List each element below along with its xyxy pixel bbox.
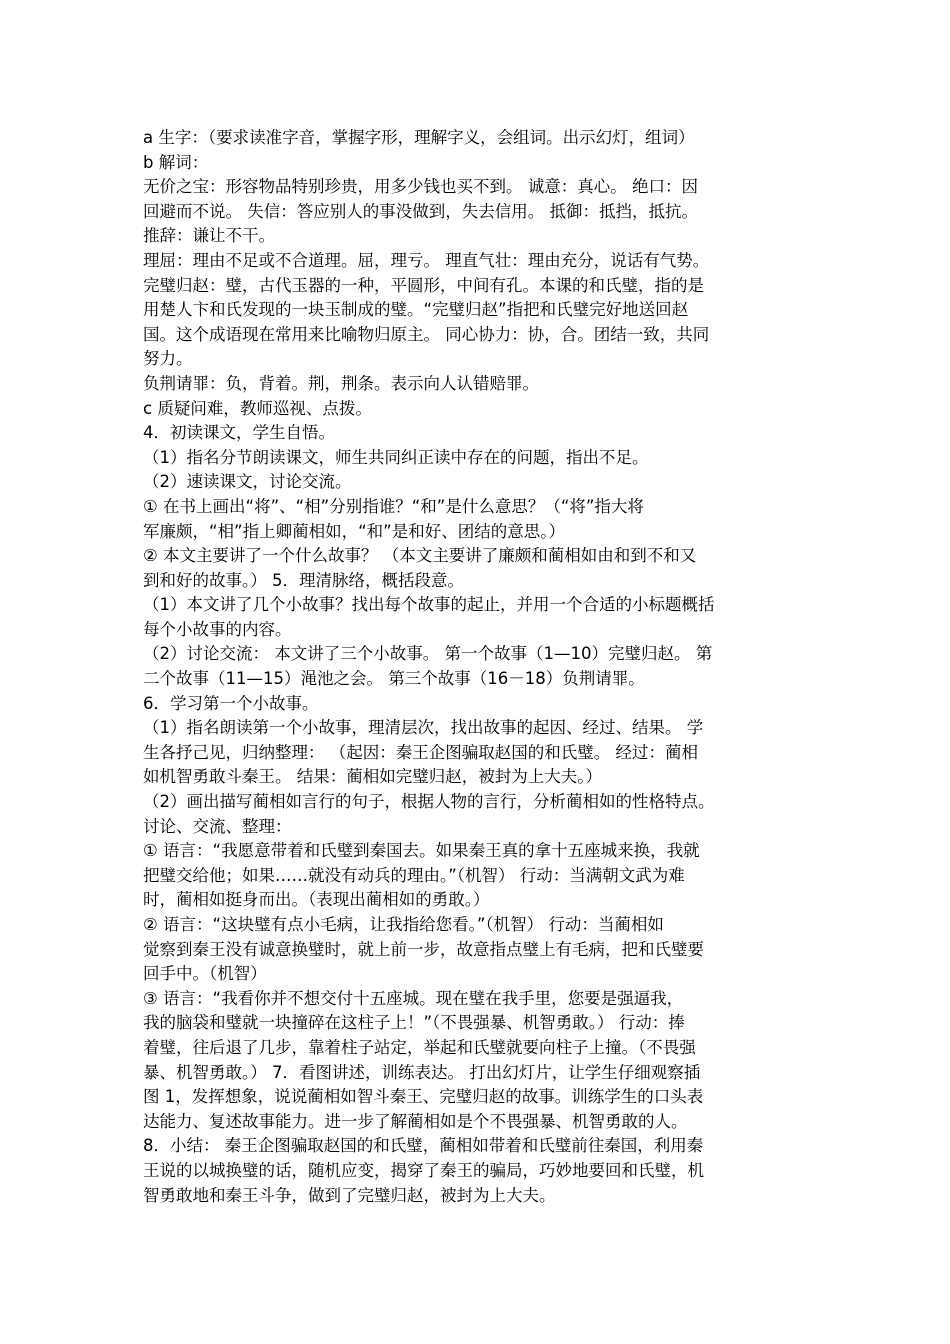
text-line: （2）画出描写蔺相如言行的句子，根据人物的言行，分析蔺相如的性格特点。 [143, 792, 715, 812]
text-line: ② 语言：“这块璧有点小毛病，让我指给您看。”（机智） 行动：当蔺相如 [143, 915, 664, 934]
text-line: 觉察到秦王没有诚意换璧时，就上前一步，故意指点璧上有毛病，把和氏璧要 [143, 939, 704, 959]
text-line: 回避而不说。 失信：答应别人的事没做到，失去信用。 抵御：抵挡，抵抗。 [143, 201, 698, 221]
text-line: 理屈：理由不足或不合道理。屈，理亏。 理直气壮：理由充分，说话有气势。 [143, 250, 710, 270]
text-line: 着璧，往后退了几步，靠着柱子站定，举起和氏璧就要向柱子上撞。（不畏强 [143, 1037, 696, 1057]
text-line: 把璧交给他；如果……就没有动兵的理由。”（机智） 行动：当满朝文武为难 [143, 865, 685, 885]
text-line: 用楚人卞和氏发现的一块玉制成的璧。“完璧归赵”指把和氏璧完好地送回赵 [143, 300, 689, 320]
text-line: 智勇敢地和秦王斗争，做到了完璧归赵，被封为上大夫。 [143, 1185, 556, 1205]
text-line: （1）指名分节朗读课文，师生共同纠正读中存在的问题，指出不足。 [143, 447, 649, 467]
text-line: 到和好的故事。） 5．理清脉络，概括段意。 [143, 570, 464, 590]
text-line: a 生字：（要求读准字音，掌握字形，理解字义，会组词。出示幻灯，组词） [143, 128, 695, 147]
text-line: b 解词： [143, 152, 209, 172]
text-line: 6．学习第一个小故事。 [143, 693, 319, 713]
text-line: 讨论、交流、整理： [143, 816, 292, 836]
text-line: 回手中。（机智） [143, 964, 267, 984]
text-line: ① 语言：“我愿意带着和氏璧到秦国去。如果秦王真的拿十五座城来换，我就 [143, 841, 700, 861]
document-body [143, 126, 811, 1208]
text-line: 图 1，发挥想象，说说蔺相如智斗秦王、完璧归赵的故事。训练学生的口头表 [143, 1087, 704, 1107]
text-line: 4．初读课文，学生自悟。 [143, 423, 335, 443]
text-line: 生各抒己见，归纳整理： （起因：秦王企图骗取赵国的和氏璧。 经过：蔺相 [143, 742, 698, 762]
text-line: 无价之宝：形容物品特别珍贵，用多少钱也买不到。 诚意：真心。 绝口：因 [143, 177, 698, 197]
text-line: 每个小故事的内容。 [143, 619, 292, 639]
text-line: ② 本文主要讲了一个什么故事？ （本文主要讲了廉颇和蔺相如由和到不和又 [143, 546, 697, 566]
text-line: 时，蔺相如挺身而出。（表现出蔺相如的勇敢。） [143, 890, 490, 910]
text-line: （1）本文讲了几个小故事？找出每个故事的起止，并用一个合适的小标题概括 [143, 595, 715, 615]
text-line: c 质疑问难，教师巡视、点拨。 [143, 398, 372, 418]
text-line: 王说的以城换璧的话，随机应变，揭穿了秦王的骗局，巧妙地要回和氏璧，机 [143, 1160, 704, 1180]
text-line: 国。这个成语现在常用来比喻物归原主。 同心协力：协，合。团结一致，共同 [143, 324, 710, 344]
text-line: 8．小结： 秦王企图骗取赵国的和氏璧，蔺相如带着和氏璧前往秦国，利用秦 [143, 1136, 704, 1156]
text-line: ③ 语言：“我看你并不想交付十五座城。现在璧在我手里，您要是强逼我， [143, 988, 684, 1008]
text-line: （2）速读课文，讨论交流。 [143, 472, 352, 492]
text-line: 推辞：谦让不干。 [143, 226, 275, 246]
text-line: 二个故事（11—15）渑池之会。 第三个故事（16－18）负荆请罪。 [143, 669, 645, 689]
text-line: 负荆请罪：负，背着。荆，荆条。表示向人认错赔罪。 [143, 373, 539, 393]
text-line: 军廉颇，“相”指上卿蔺相如，“和”是和好、团结的意思。） [143, 521, 565, 541]
text-line: 暴、机智勇敢。） 7．看图讲述，训练表达。 打出幻灯片，让学生仔细观察插 [143, 1062, 701, 1082]
text-line: 达能力、复述故事能力。进一步了解蔺相如是个不畏强暴、机智勇敢的人。 [143, 1111, 688, 1131]
text-line: ① 在书上画出“将”、“相”分别指谁？“和”是什么意思？（“将”指大将 [143, 496, 644, 516]
text-line: 如机智勇敢斗秦王。 结果：蔺相如完璧归赵，被封为上大夫。） [143, 767, 602, 787]
text-line: 努力。 [143, 349, 193, 369]
text-line: （1）指名朗读第一个小故事，理清层次，找出故事的起因、经过、结果。 学 [143, 718, 704, 738]
text-line: 完璧归赵：璧，古代玉器的一种，平圆形，中间有孔。本课的和氏璧，指的是 [143, 275, 704, 295]
text-line: （2）讨论交流： 本文讲了三个小故事。 第一个故事（1—10）完璧归赵。 第 [143, 644, 713, 664]
text-line: 我的脑袋和璧就一块撞碎在这柱子上！”（不畏强暴、机智勇敢。） 行动：捧 [143, 1013, 685, 1033]
